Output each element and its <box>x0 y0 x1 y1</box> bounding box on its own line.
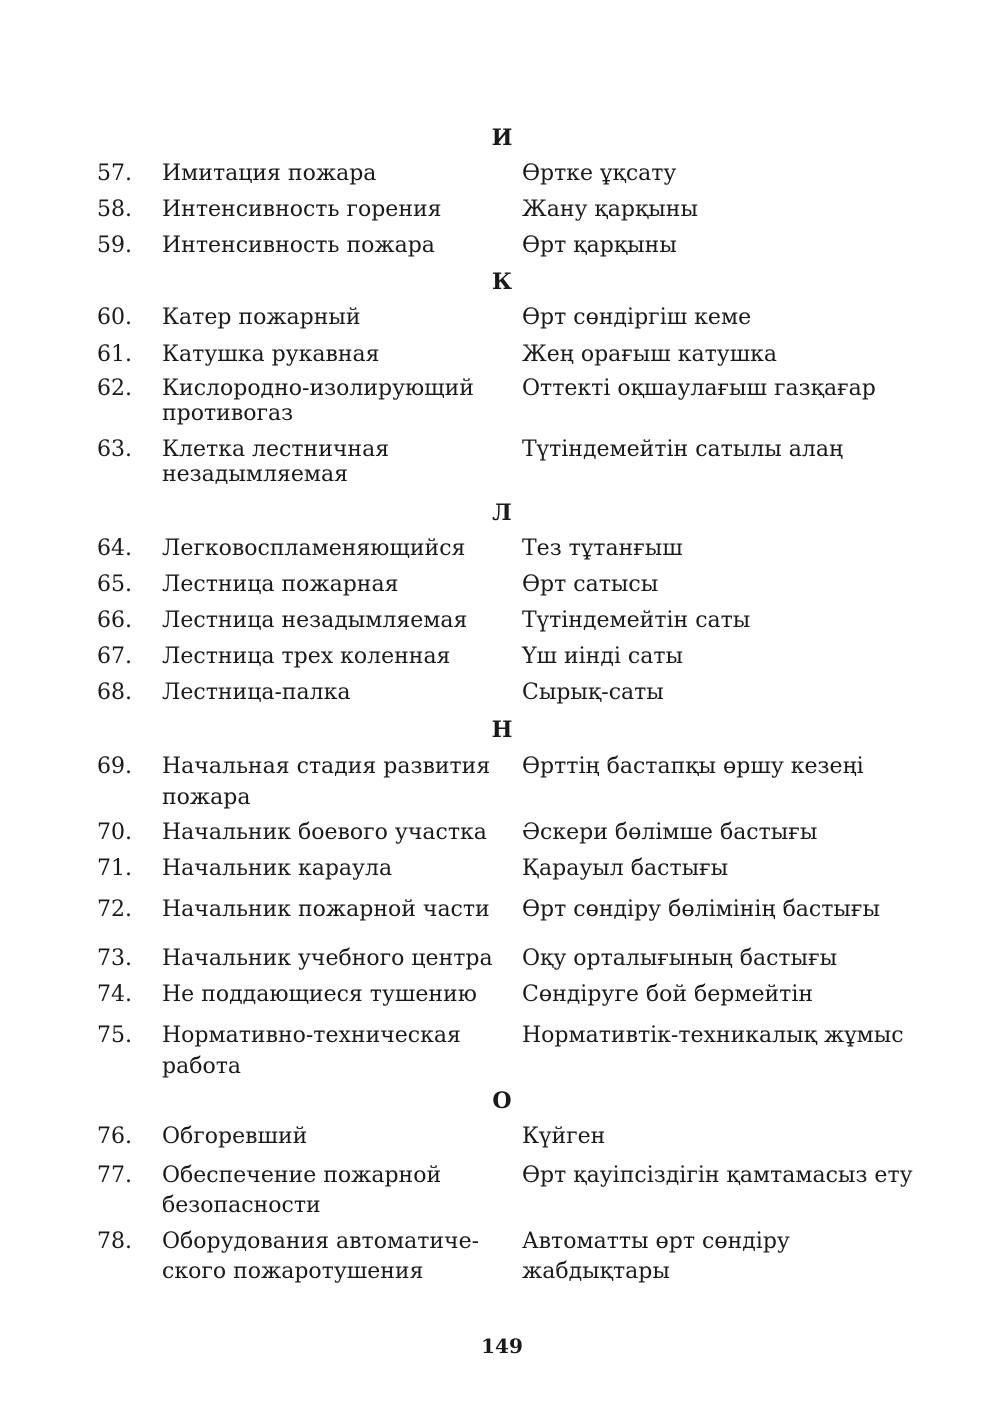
entry-term-ru <box>162 437 502 487</box>
entry-number: 69. <box>97 754 132 779</box>
term-kk-line: Өрт қарқыны <box>522 233 677 258</box>
term-kk-line: Түтіндемейтін сатылы алаң <box>522 437 844 462</box>
entry-term-kk <box>522 303 962 333</box>
entry-number: 60. <box>97 305 132 330</box>
entry-number: 71. <box>97 856 132 881</box>
term-ru-line: Легковоспламеняющийся <box>162 536 466 561</box>
section-letter: Л <box>492 500 512 526</box>
term-kk-line: Өрттің бастапқы өршу кезеңі <box>522 754 864 779</box>
term-ru-line: Имитация пожара <box>162 161 377 186</box>
entry-term-kk <box>522 895 962 925</box>
term-kk-line: Қарауыл бастығы <box>522 856 729 881</box>
term-kk-line: Сөндіруге бой бермейтін <box>522 982 814 1007</box>
entry-term-ru <box>162 980 502 1010</box>
term-kk-line: Күйген <box>522 1124 606 1149</box>
entry-number: 65. <box>97 572 132 597</box>
entry-term-ru <box>162 570 502 600</box>
term-ru-line: Лестница-палка <box>162 680 351 705</box>
entry-term-kk <box>522 1020 962 1051</box>
term-ru-line: Начальник боевого участка <box>162 820 487 845</box>
entry-number: 76. <box>97 1124 132 1149</box>
term-ru-line: работа <box>162 1054 241 1079</box>
entry-number: 73. <box>97 946 132 971</box>
term-ru-line: Не поддающиеся тушению <box>162 982 477 1007</box>
term-ru-line: Нормативно-техническая <box>162 1023 461 1048</box>
page-number: 149 <box>481 1334 523 1358</box>
term-ru-line: Катер пожарный <box>162 305 361 330</box>
entry-term-kk <box>522 606 962 636</box>
entry-term-kk <box>522 980 962 1010</box>
entry-term-kk <box>522 1122 962 1152</box>
term-kk-line: жабдықтары <box>522 1259 670 1284</box>
term-ru-line: Интенсивность пожара <box>162 233 435 258</box>
entry-number: 61. <box>97 342 132 367</box>
entry-term-kk <box>522 642 962 672</box>
entry-number: 66. <box>97 608 132 633</box>
term-ru-line: Начальник пожарной части <box>162 897 490 922</box>
entry-term-kk <box>522 678 962 708</box>
section-letter: О <box>492 1088 512 1114</box>
entry-term-kk <box>522 570 962 600</box>
entry-term-kk <box>522 854 962 884</box>
term-ru-line: Лестница трех коленная <box>162 644 451 669</box>
entry-number: 75. <box>97 1023 132 1048</box>
term-ru-line: Лестница пожарная <box>162 572 399 597</box>
entry-number: 72. <box>97 897 132 922</box>
entry-term-ru <box>162 231 502 261</box>
entry-term-kk <box>522 195 962 225</box>
section-letter: К <box>491 269 512 295</box>
term-kk-line: Сырық-саты <box>522 680 664 705</box>
entry-term-ru <box>162 642 502 672</box>
term-ru-line: Интенсивность горения <box>162 197 442 222</box>
entry-term-ru <box>162 1227 502 1287</box>
entry-term-ru <box>162 159 502 189</box>
term-kk-line: Әскери бөлімше бастығы <box>522 820 818 845</box>
term-kk-line: Өрт сөндіргіш кеме <box>522 305 752 330</box>
term-kk-line: Оқу орталығының бастығы <box>522 946 838 971</box>
term-kk-line: Түтіндемейтін саты <box>522 608 751 633</box>
term-ru-line: Обгоревший <box>162 1124 308 1149</box>
entry-number: 70. <box>97 820 132 845</box>
term-kk-line: Өрт сөндіру бөлімінің бастығы <box>522 897 880 922</box>
term-kk-line: Нормативтік-техникалық жұмыс <box>522 1023 904 1048</box>
entry-term-kk <box>522 340 962 370</box>
entry-term-ru <box>162 678 502 708</box>
term-ru-line: Клетка лестничная <box>162 437 390 462</box>
entry-term-ru <box>162 606 502 636</box>
entry-number: 63. <box>97 437 132 462</box>
entry-term-kk <box>522 159 962 189</box>
term-ru-line: Начальник учебного центра <box>162 946 493 971</box>
entry-term-ru <box>162 818 502 848</box>
entry-term-ru <box>162 854 502 884</box>
entry-term-ru <box>162 534 502 564</box>
entry-number: 59. <box>97 233 132 258</box>
term-kk-line: Өртке ұқсату <box>522 161 677 186</box>
term-ru-line: безопасности <box>162 1193 321 1218</box>
entry-number: 58. <box>97 197 132 222</box>
term-kk-line: Тез тұтанғыш <box>522 536 683 561</box>
entry-term-kk <box>522 818 962 848</box>
term-ru-line: Начальник караула <box>162 856 393 881</box>
entry-term-kk <box>522 231 962 261</box>
term-kk-line: Үш иінді саты <box>522 644 684 669</box>
term-kk-line: Өрт сатысы <box>522 572 659 597</box>
term-ru-line: незадымляемая <box>162 462 348 487</box>
term-ru-line: ского пожаротушения <box>162 1259 424 1284</box>
entry-term-ru <box>162 376 502 426</box>
entry-term-kk <box>522 944 962 974</box>
term-kk-line: Өрт қауіпсіздігін қамтамасыз ету <box>522 1163 913 1188</box>
entry-number: 78. <box>97 1229 132 1254</box>
entry-term-kk <box>522 376 962 401</box>
term-ru-line: Обеспечение пожарной <box>162 1163 442 1188</box>
term-ru-line: противогаз <box>162 401 294 426</box>
entry-term-kk <box>522 1227 962 1287</box>
entry-number: 64. <box>97 536 132 561</box>
entry-term-ru <box>162 1020 502 1082</box>
entry-term-ru <box>162 895 502 925</box>
entry-number: 62. <box>97 376 132 401</box>
entry-number: 57. <box>97 161 132 186</box>
entry-number: 67. <box>97 644 132 669</box>
term-ru-line: пожара <box>162 785 251 810</box>
entry-term-kk <box>522 1161 962 1191</box>
entry-number: 77. <box>97 1163 132 1188</box>
entry-term-kk <box>522 534 962 564</box>
term-ru-line: Лестница незадымляемая <box>162 608 468 633</box>
entry-term-kk <box>522 437 962 462</box>
term-kk-line: Жану қарқыны <box>522 197 698 222</box>
entry-number: 68. <box>97 680 132 705</box>
entry-term-ru <box>162 303 502 333</box>
section-letter: Н <box>491 717 513 743</box>
entry-term-ru <box>162 1122 502 1152</box>
entry-term-ru <box>162 195 502 225</box>
term-ru-line: Кислородно-изолирующий <box>162 376 474 401</box>
term-kk-line: Оттекті оқшаулағыш газқағар <box>522 376 876 401</box>
term-kk-line: Жең орағыш катушка <box>522 342 778 367</box>
term-ru-line: Оборудования автоматиче- <box>162 1229 480 1254</box>
entry-term-ru <box>162 1161 502 1221</box>
entry-term-ru <box>162 340 502 370</box>
term-ru-line: Начальная стадия развития <box>162 754 491 779</box>
entry-term-ru <box>162 944 502 974</box>
term-ru-line: Катушка рукавная <box>162 342 380 367</box>
entry-number: 74. <box>97 982 132 1007</box>
term-kk-line: Автоматты өрт сөндіру <box>522 1229 790 1254</box>
section-letter: И <box>491 125 513 151</box>
entry-term-kk <box>522 751 962 782</box>
entry-term-ru <box>162 751 502 813</box>
